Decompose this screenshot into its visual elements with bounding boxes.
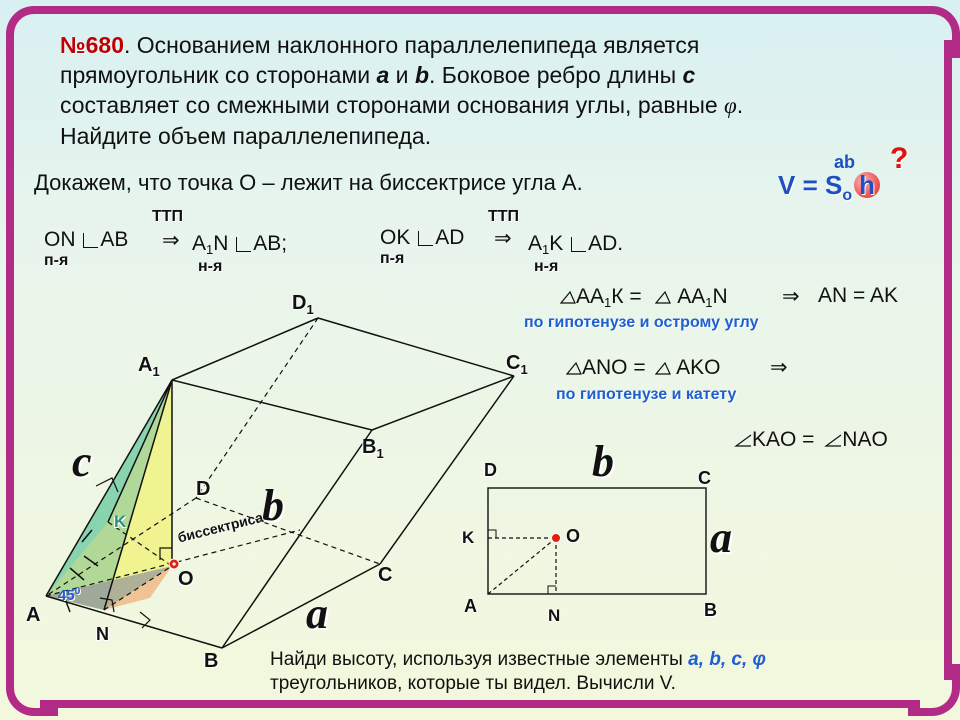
step1-n: н-я <box>198 258 223 275</box>
label-c1: $C_1$ <box>506 352 528 377</box>
tri1-reason: по гипотенузе и острому углу <box>524 314 759 331</box>
rect-label-k: K <box>462 528 475 547</box>
step2-ttp: ТТП <box>488 208 520 225</box>
label-edge-b: b <box>262 481 284 530</box>
tri2-equation: ANO = AKO <box>566 356 721 380</box>
proof-intro: Докажем, что точка О – лежит на биссектрисе угла А. <box>34 170 583 195</box>
step2-implies: ⇒ <box>494 227 512 250</box>
rect-label-n: N <box>548 606 561 625</box>
label-a: A <box>26 604 41 626</box>
formula-ab: ab <box>834 152 856 172</box>
step2-n: н-я <box>534 258 559 275</box>
step1-ttp: ТТП <box>152 208 184 225</box>
tri1-equation: AA1К = AA1N <box>560 285 728 310</box>
rect-bisector <box>488 538 556 594</box>
step1: ON AB <box>44 228 129 251</box>
rect-label-c: C <box>698 468 711 488</box>
tri1-implies: ⇒ <box>782 285 800 308</box>
label-edge-a: a <box>306 589 328 638</box>
rect-label-a: A <box>464 596 477 616</box>
rect-label-a-side: a <box>710 513 732 562</box>
label-bisector: биссектриса <box>176 508 265 546</box>
rect-label-o: O <box>566 526 581 546</box>
tri2-implies: ⇒ <box>770 356 788 379</box>
label-d1: $D_1$ <box>292 292 314 317</box>
bottom-elements: a, b, c, φ <box>688 649 766 670</box>
right-angle-mark <box>548 586 556 594</box>
rect-label-d: D <box>484 460 497 480</box>
right-angle-mark <box>488 530 496 538</box>
rect-abcd <box>488 488 706 594</box>
label-o: O <box>178 568 194 590</box>
step2: OK AD <box>380 226 465 249</box>
label-k: K <box>114 512 127 531</box>
label-b: B <box>204 650 219 672</box>
tri1-result: AN = AK <box>818 284 898 307</box>
step2-result: A1K AD. <box>528 232 624 257</box>
label-a1: $A_1$ <box>138 354 160 379</box>
step2-p: п-я <box>380 250 405 267</box>
rect-point-o <box>552 534 561 543</box>
bottom-note: Найди высоту, используя известные элементы a, b, c, φ треугольников, которые ты видел. Вычисли V. <box>270 649 766 694</box>
tri2-reason: по гипотенузе и катету <box>556 386 737 403</box>
label-c: C <box>378 564 393 586</box>
volume-formula: $V = S_o$ h <box>778 170 880 205</box>
label-n: N <box>96 624 109 644</box>
problem-statement: №680. Основанием наклонного параллелепипеда является прямоугольник со сторонами a и b. Боковое ребро длины c составляет со смежными сторонами основания углы, равные φ. Найдите объем параллелепипеда. <box>60 32 744 149</box>
step1-result: A1N AB; <box>192 232 288 257</box>
phi-symbol: φ <box>724 93 737 118</box>
rect-label-b-side: b <box>592 437 614 486</box>
step1-implies: ⇒ <box>162 229 180 252</box>
angles-equation: KAO = NAO <box>734 428 888 452</box>
formula-question: ? <box>890 142 909 175</box>
label-edge-c: c <box>72 437 92 486</box>
label-d: D <box>196 478 211 500</box>
label-b1: $B_1$ <box>362 436 384 461</box>
step1-p: п-я <box>44 252 69 269</box>
rect-label-b: B <box>704 600 717 620</box>
label-angle-45: $45^0$ <box>58 586 81 604</box>
problem-number: №680 <box>60 32 125 58</box>
